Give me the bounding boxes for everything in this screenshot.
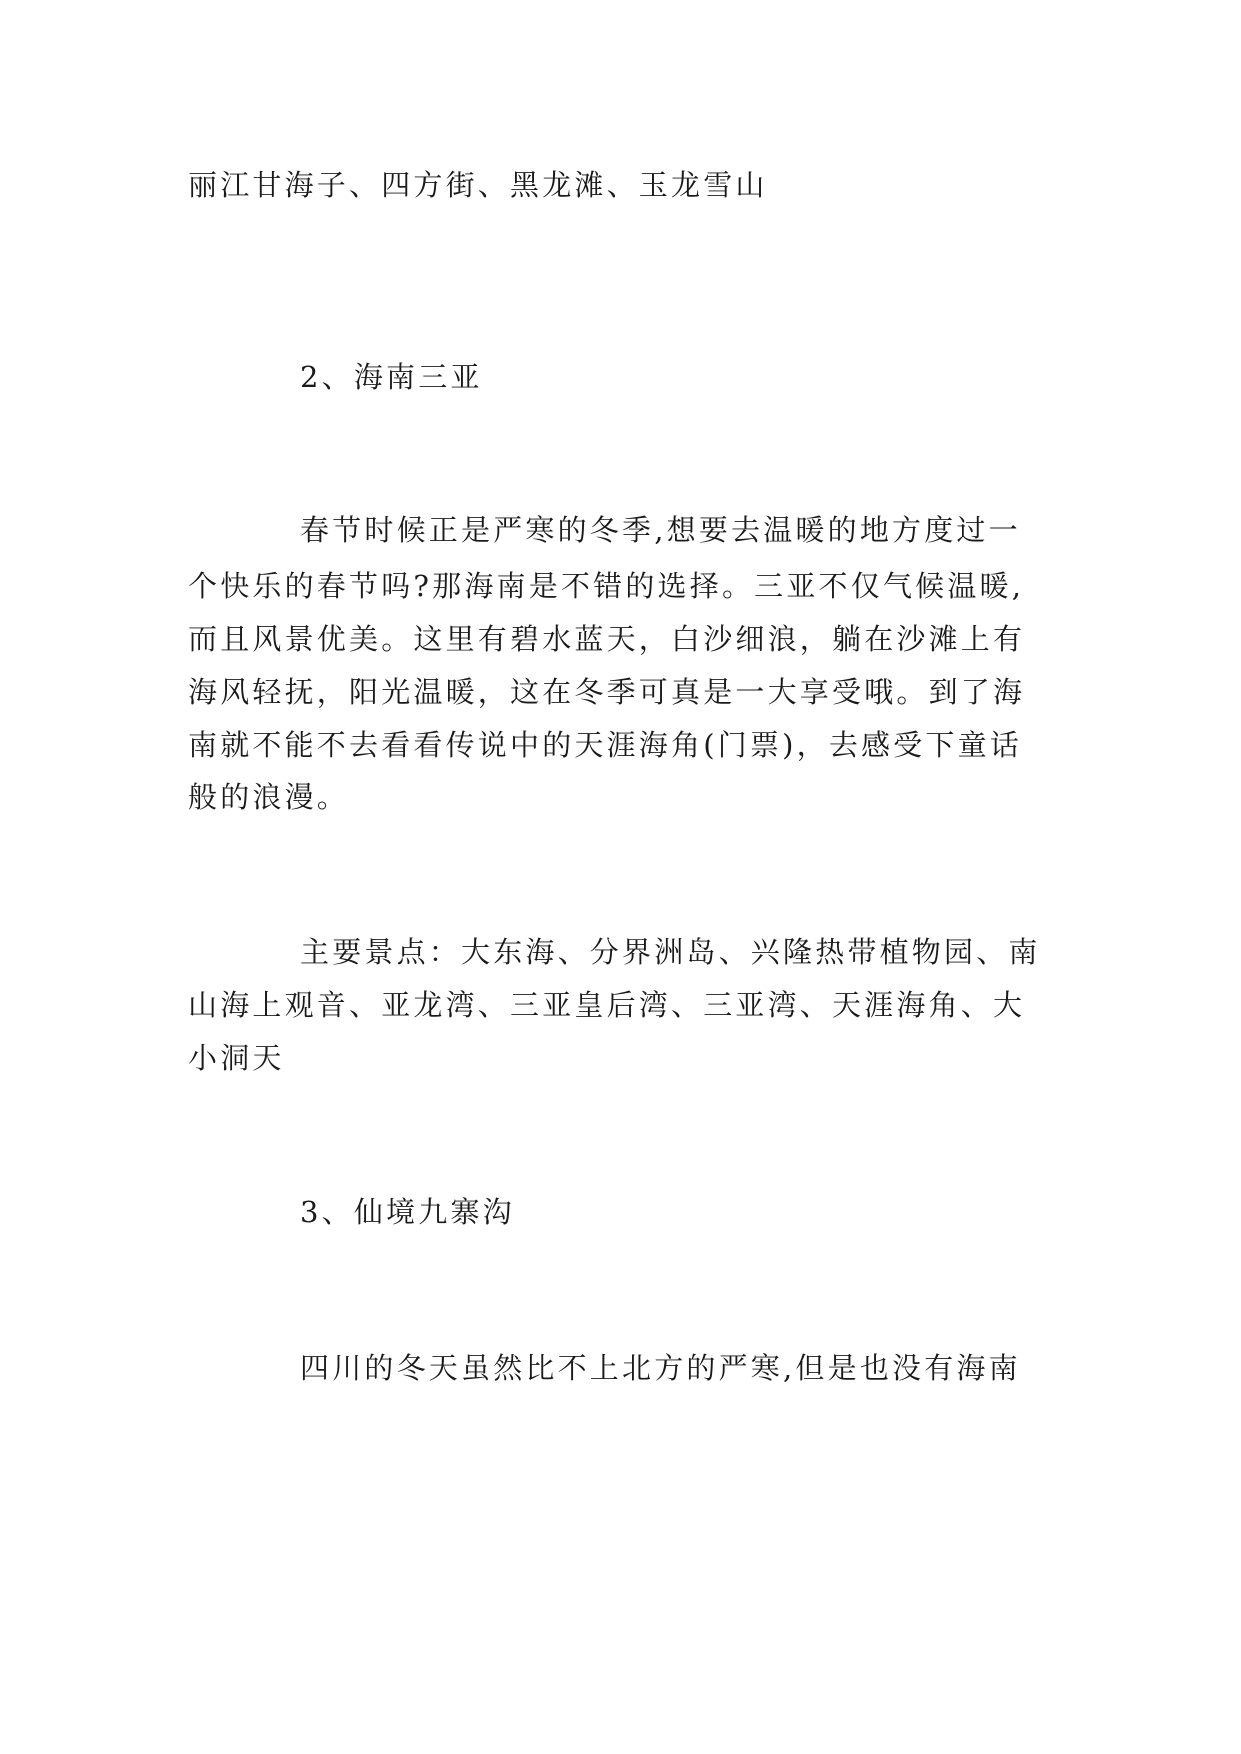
- hainan-paragraph-line-6: 般的浪漫。: [188, 780, 350, 814]
- jiuzhaigou-paragraph-line-1: 四川的冬天虽然比不上北方的严寒,但是也没有海南: [300, 1351, 1021, 1385]
- hainan-spots-line-2: 山海上观音、亚龙湾、三亚皇后湾、三亚湾、天涯海角、大: [188, 988, 1026, 1022]
- hainan-paragraph-line-1: 春节时候正是严寒的冬季,想要去温暖的地方度过一: [300, 513, 1021, 547]
- hainan-paragraph-line-5: 南就不能不去看看传说中的天涯海角(门票)，去感受下童话: [188, 728, 1023, 762]
- hainan-paragraph-line-4: 海风轻抚，阳光温暖，这在冬季可真是一大享受哦。到了海: [188, 675, 1026, 709]
- hainan-spots-line-3: 小洞天: [188, 1041, 285, 1075]
- section-heading-jiuzhaigou: 3、仙境九寨沟: [300, 1195, 515, 1229]
- hainan-spots-line-1: 主要景点：大东海、分界洲岛、兴隆热带植物园、南: [300, 935, 1041, 969]
- section-heading-hainan-sanya: 2、海南三亚: [300, 360, 483, 394]
- hainan-paragraph-line-3: 而且风景优美。这里有碧水蓝天，白沙细浪，躺在沙滩上有: [188, 622, 1026, 656]
- hainan-paragraph-line-2: 个快乐的春节吗?那海南是不错的选择。三亚不仅气候温暖,: [188, 569, 1025, 603]
- lijiang-spots-line: 丽江甘海子、四方街、黑龙滩、玉龙雪山: [188, 168, 768, 202]
